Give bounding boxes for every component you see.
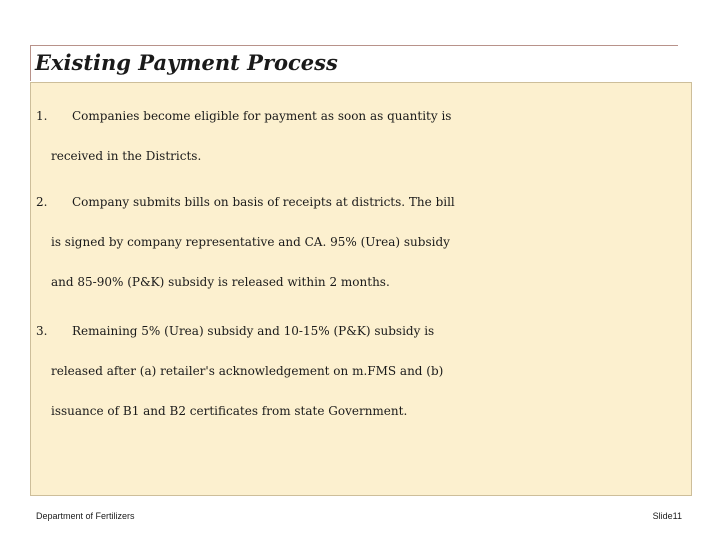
list-item-2-text-2: is signed by company representative and CA. 95% (Urea) subsidy bbox=[51, 235, 450, 249]
list-item-3-number: 3. bbox=[36, 324, 48, 338]
footer-slide-number: Slide11 bbox=[652, 511, 682, 521]
list-item-3-text-1: Remaining 5% (Urea) subsidy and 10-15% (P&K) subsidy is bbox=[72, 324, 435, 338]
list-item-1-text-2: received in the Districts. bbox=[51, 149, 202, 163]
title-left-rule bbox=[30, 45, 31, 81]
list-item-2-text-1: Company submits bills on basis of receipts at districts. The bill bbox=[72, 195, 455, 209]
list-item-2-number: 2. bbox=[36, 195, 48, 209]
list-item-1 bbox=[36, 96, 688, 176]
list-item-1-line-1 bbox=[36, 96, 688, 136]
list-item-3-text-2: released after (a) retailer's acknowledgement on m.FMS and (b) bbox=[51, 364, 444, 378]
list-item-1-text-1: Companies become eligible for payment as soon as quantity is bbox=[72, 109, 452, 123]
list-item-2-text-3: and 85-90% (P&K) subsidy is released within 2 months. bbox=[51, 275, 390, 289]
list-item-3-line-1 bbox=[36, 311, 688, 351]
title-top-rule bbox=[30, 45, 678, 46]
list-item-3 bbox=[36, 311, 688, 431]
list-item-3-text-3: issuance of B1 and B2 certificates from state Government. bbox=[51, 404, 408, 418]
slide-title: Existing Payment Process bbox=[35, 50, 338, 75]
footer-department: Department of Fertilizers bbox=[36, 511, 135, 521]
list-item-2 bbox=[36, 182, 688, 302]
list-item-2-line-1 bbox=[36, 182, 688, 222]
list-item-1-number: 1. bbox=[36, 109, 48, 123]
